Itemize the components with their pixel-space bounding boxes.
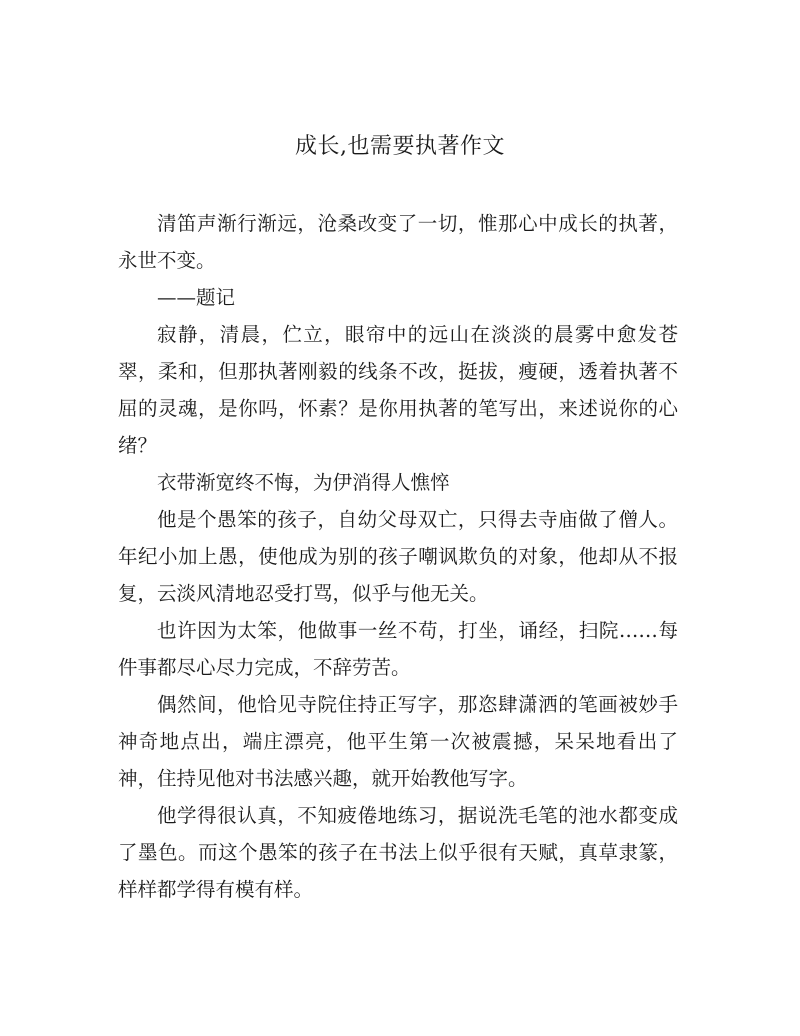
paragraph-section-heading: 衣带渐宽终不悔，为伊消得人憔悴 xyxy=(157,471,450,494)
paragraph-opening: 寂静，清晨，伫立，眼帘中的远山在淡淡的晨雾中愈发苍翠，柔和，但那执著刚毅的线条不改，挺拔，瘦硬，透着执著不屈的灵魂，是你吗，怀素？是你用执著的笔写出，来述说你的心绪？ xyxy=(118,323,678,457)
paragraph-practice: 他学得很认真，不知疲倦地练习，据说洗毛笔的池水都变成了墨色。而这个愚笨的孩子在书法上似乎很有天赋，真草隶篆，样样都学得有模有样。 xyxy=(118,804,678,901)
paragraph-epigraph: 清笛声渐行渐远，沧桑改变了一切，惟那心中成长的执著，永世不变。 xyxy=(118,212,678,272)
paragraph-epigraph-attribution: ——题记 xyxy=(157,286,236,309)
paragraph-diligence: 也许因为太笨，他做事一丝不苟，打坐，诵经，扫院……每件事都尽心尽力完成，不辞劳苦。 xyxy=(118,619,678,679)
document-title: 成长,也需要执著作文 xyxy=(295,134,505,159)
document-body xyxy=(118,205,678,908)
paragraph-childhood: 他是个愚笨的孩子，自幼父母双亡，只得去寺庙做了僧人。年纪小加上愚，使他成为别的孩子嘲讽欺负的对象，他却从不报复，云淡风清地忍受打骂，似乎与他无关。 xyxy=(118,508,678,605)
paragraph-discovery: 偶然间，他恰见寺院住持正写字，那恣肆潇洒的笔画被妙手神奇地点出，端庄漂亮，他平生第一次被震撼，呆呆地看出了神，住持见他对书法感兴趣，就开始教他写字。 xyxy=(118,693,678,790)
